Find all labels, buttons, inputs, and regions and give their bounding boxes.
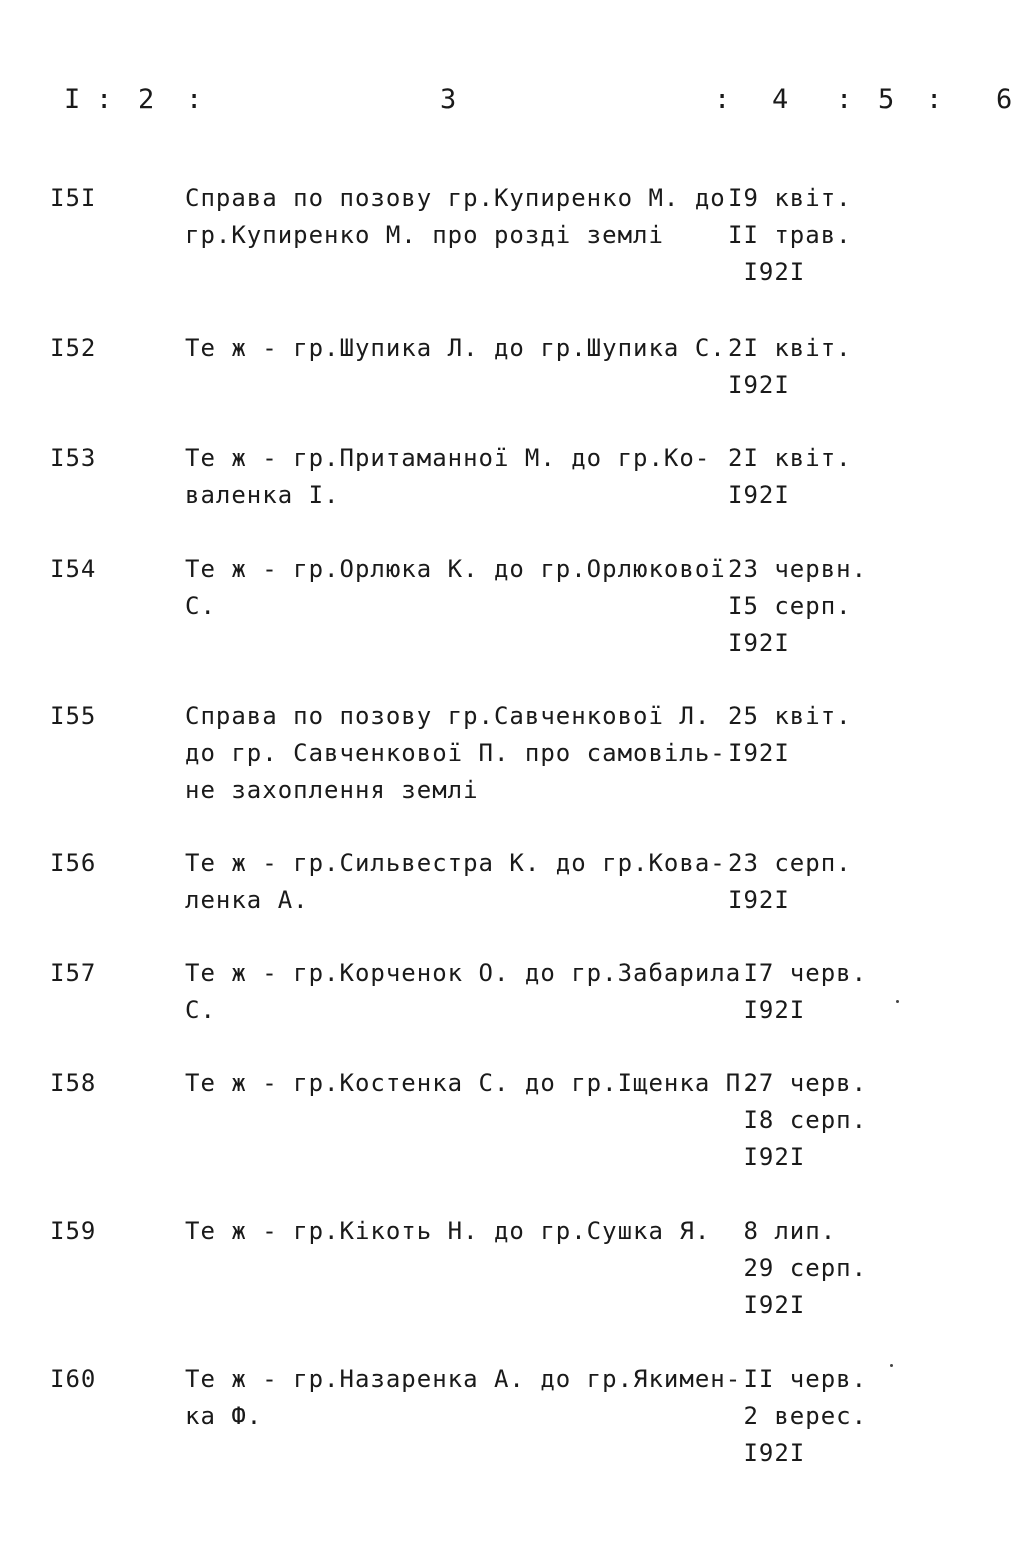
header-col-4: 4 [772, 84, 790, 115]
scan-speck [896, 1000, 899, 1003]
date-line: I9 квіт. [728, 184, 852, 212]
item-title [185, 180, 730, 254]
header-col-1: I [64, 84, 82, 115]
title-line: Те ж - гр.Корченок О. до гр.Забарила [185, 959, 742, 987]
title-line: ка Ф. [185, 1402, 263, 1430]
header-col-5: 5 [878, 84, 896, 115]
title-line: Те ж - гр.Притаманної М. до гр.Ко- [185, 444, 711, 472]
date-line: I92I [728, 481, 790, 509]
title-line: С. [185, 996, 216, 1024]
title-line: Справа по позову гр.Купиренко М. до [185, 184, 726, 212]
date-line: 29 серп. [728, 1254, 868, 1282]
date-line: I92I [728, 996, 806, 1024]
date-line: I92I [728, 629, 790, 657]
title-line: гр.Купиренко М. про розді землі [185, 221, 664, 249]
item-number: I60 [50, 1365, 97, 1393]
item-dates [728, 440, 898, 514]
title-line: валенка І. [185, 481, 340, 509]
date-line: 2I квіт. [728, 444, 852, 472]
title-line: не захоплення землі [185, 776, 479, 804]
title-line: Те ж - гр.Кікоть Н. до гр.Сушка Я. [185, 1217, 711, 1245]
header-separator: : [714, 84, 732, 115]
header-separator: : [926, 84, 944, 115]
item-dates [728, 180, 898, 291]
title-line: Те ж - гр.Шупика Л. до гр.Шупика С. [185, 334, 726, 362]
item-dates [728, 551, 898, 662]
date-line: I92I [728, 1291, 806, 1319]
date-line: I92I [728, 1143, 806, 1171]
header-col-6: 6 [996, 84, 1014, 115]
item-number: I57 [50, 959, 97, 987]
date-line: II трав. [728, 221, 852, 249]
title-line: ленка А. [185, 886, 309, 914]
scan-speck [890, 1364, 893, 1367]
title-line: С. [185, 592, 216, 620]
title-line: Те ж - гр.Костенка С. до гр.Іщенка П. [185, 1069, 757, 1097]
item-number: I55 [50, 702, 97, 730]
item-number: I56 [50, 849, 97, 877]
title-line: до гр. Савченкової П. про самовіль- [185, 739, 726, 767]
item-title [185, 330, 730, 367]
item-title [185, 1361, 742, 1435]
header-separator: : [836, 84, 854, 115]
item-number: I5I [50, 184, 97, 212]
title-line: Справа по позову гр.Савченкової Л. [185, 702, 711, 730]
item-title [185, 440, 730, 514]
date-line: 8 лип. [728, 1217, 837, 1245]
item-number: I58 [50, 1069, 97, 1097]
date-line: 27 черв. [728, 1069, 868, 1097]
title-line: Те ж - гр.Сильвестра К. до гр.Кова- [185, 849, 726, 877]
title-line: Те ж - гр.Орлюка К. до гр.Орлюкової [185, 555, 726, 583]
header-separator: : [186, 84, 204, 115]
item-number: I53 [50, 444, 97, 472]
item-dates [728, 698, 898, 772]
header-col-3: 3 [440, 84, 458, 115]
item-dates [728, 1065, 898, 1176]
header-separator: : [96, 84, 114, 115]
item-number: I59 [50, 1217, 97, 1245]
date-line: I92I [728, 739, 790, 767]
item-dates [728, 955, 898, 1029]
item-title [185, 698, 730, 809]
date-line: I5 серп. [728, 592, 852, 620]
title-line: Те ж - гр.Назаренка А. до гр.Якимен- [185, 1365, 742, 1393]
item-dates [728, 845, 898, 919]
date-line: I92I [728, 886, 790, 914]
item-title [185, 1065, 757, 1102]
item-title [185, 955, 742, 1029]
item-title [185, 1213, 730, 1250]
item-number: I54 [50, 555, 97, 583]
date-line: 25 квіт. [728, 702, 852, 730]
date-line: I92I [728, 258, 806, 286]
date-line: I7 черв. [728, 959, 868, 987]
item-dates [728, 1361, 898, 1472]
date-line: I92I [728, 371, 790, 399]
item-number: I52 [50, 334, 97, 362]
header-col-2: 2 [138, 84, 156, 115]
date-line: I8 серп. [728, 1106, 868, 1134]
column-header [0, 84, 1024, 124]
date-line: 23 серп. [728, 849, 852, 877]
date-line: 23 червн. [728, 555, 868, 583]
date-line: I92I [728, 1439, 806, 1467]
date-line: 2I квіт. [728, 334, 852, 362]
item-title [185, 845, 730, 919]
item-dates [728, 1213, 898, 1324]
date-line: 2 верес. [728, 1402, 868, 1430]
date-line: II черв. [728, 1365, 868, 1393]
item-title [185, 551, 730, 625]
item-dates [728, 330, 898, 404]
